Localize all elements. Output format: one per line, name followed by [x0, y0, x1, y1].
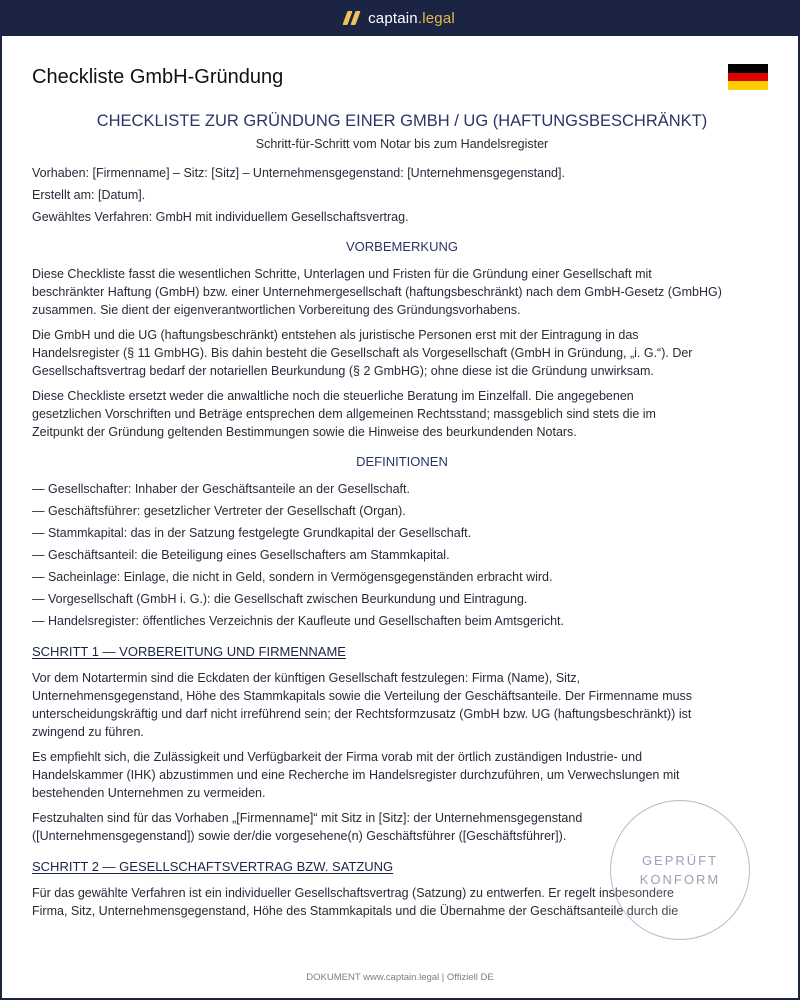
paragraph	[32, 669, 772, 741]
definition-item: — Geschäftsführer: gesetzlicher Vertreter der Gesellschaft (Organ).	[32, 504, 406, 518]
stamp-line: KONFORM	[639, 872, 721, 887]
page-title: Checkliste GmbH-Gründung	[32, 66, 284, 88]
section-heading-definitionen: DEFINITIONEN	[356, 454, 448, 469]
vorbemerkung-section	[32, 265, 772, 441]
text-line: Festzuhalten sind für das Vorhaben „[Firmenname]“ mit Sitz in [Sitz]: der Unternehmensgegenstand	[32, 811, 583, 825]
meta-line: Gewähltes Verfahren: GmbH mit individuellem Gesellschaftsvertrag.	[32, 210, 409, 224]
definition-item: — Handelsregister: öffentliches Verzeichnis der Kaufleute und Gesellschaften beim Amtsgericht.	[32, 614, 564, 628]
definition-item: — Geschäftsanteil: die Beteiligung eines Gesellschafters am Stammkapital.	[32, 548, 450, 562]
step-1-heading: SCHRITT 1 — VORBEREITUNG UND FIRMENNAME	[32, 644, 346, 659]
stamp-line: GEPRÜFT	[641, 853, 719, 868]
definition-item: — Stammkapital: das in der Satzung festgelegte Grundkapital der Gesellschaft.	[32, 526, 472, 540]
text-line: beschränkter Haftung (GmbH) bzw. einer Unternehmergesellschaft (haftungsbeschränkt) nach dem GmbH-Gesetz (GmbHG)	[32, 285, 722, 299]
text-line: Zeitpunkt der Gründung geltenden Bestimmungen sowie die Hinweise des beurkundenden Notars.	[32, 425, 577, 439]
text-line: Vor dem Notartermin sind die Eckdaten der künftigen Gesellschaft festzulegen: Firma (Name), Sitz,	[32, 671, 581, 685]
text-line: Firma, Sitz, Unternehmensgegenstand, Höhe des Stammkapitals und die Übernahme der Geschäftsanteile durch die	[32, 904, 679, 918]
slash-marks-icon	[343, 11, 361, 25]
definition-item: — Sacheinlage: Einlage, die nicht in Geld, sondern in Vermögensgegenständen erbracht wird.	[32, 570, 553, 584]
text-line: gesetzlichen Vorschriften und Beträge entsprechen dem allgemeinen Rechtsstand; massgeblich sind stets die im	[32, 407, 656, 421]
text-line: Für das gewählte Verfahren ist ein individueller Gesellschaftsvertrag (Satzung) zu entwerfen. Er regelt insbesondere	[32, 886, 675, 900]
meta-line: Vorhaben: [Firmenname] – Sitz: [Sitz] – Unternehmensgegenstand: [Unternehmensgegenstand].	[32, 166, 565, 180]
approval-stamp	[610, 800, 750, 940]
paragraph	[32, 326, 772, 380]
flag-stripe-gold	[728, 81, 768, 90]
top-bar	[0, 0, 800, 36]
text-line: ([Unternehmensgegenstand]) sowie der/die vorgesehene(n) Geschäftsführer ([Geschäftsführer]).	[32, 829, 567, 843]
main-heading: CHECKLISTE ZUR GRÜNDUNG EINER GMBH / UG (HAFTUNGSBESCHRÄNKT)	[96, 112, 708, 130]
definition-item: — Vorgesellschaft (GmbH i. G.): die Gesellschaft zwischen Beurkundung und Eintragung.	[32, 592, 528, 606]
paragraph	[32, 387, 772, 441]
meta-line: Erstellt am: [Datum].	[32, 188, 146, 202]
text-line: Gesellschaftsvertrag bedarf der notariellen Beurkundung (§ 2 GmbHG); ohne diese ist die Gründung unwirksam.	[32, 364, 654, 378]
text-line: zusammen. Sie dient der eigenverantwortlichen Vorbereitung des Gründungsvorhabens.	[32, 303, 521, 317]
text-line: Handelskammer (IHK) abzustimmen und eine Recherche im Handelsregister durchzuführen, um Verwechslungen mit	[32, 768, 680, 782]
section-heading-vorbemerkung: VORBEMERKUNG	[346, 239, 458, 254]
text-line: bestehenden Unternehmen zu vermeiden.	[32, 786, 266, 800]
text-line: Handelsregister (§ 11 GmbHG). Bis dahin besteht die Gesellschaft als Vorgesellschaft (GmbH in Gründung, „i. G.“). Der	[32, 346, 693, 360]
german-flag-icon	[728, 64, 768, 90]
text-line: Es empfiehlt sich, die Zulässigkeit und Verfügbarkeit der Firma vorab mit der örtlich zuständigen Industrie- und	[32, 750, 643, 764]
brand-name: captain.legal	[368, 9, 455, 27]
document-page	[2, 36, 798, 998]
text-line: zwingend zu führen.	[32, 725, 144, 739]
flag-stripe-black	[728, 64, 768, 73]
text-line: Unternehmensgegenstand, Höhe des Stammkapitals sowie die Verteilung der Geschäftsanteile. Der Firmenname muss	[32, 689, 693, 703]
subheading: Schritt-für-Schritt vom Notar bis zum Handelsregister	[255, 137, 549, 151]
meta-block	[32, 164, 772, 226]
flag-stripe-red	[728, 73, 768, 82]
step-2-heading: SCHRITT 2 — GESELLSCHAFTSVERTRAG BZW. SATZUNG	[32, 859, 394, 874]
text-line: Diese Checkliste ersetzt weder die anwaltliche noch die steuerliche Beratung im Einzelfall. Die angegebenen	[32, 389, 634, 403]
paragraph	[32, 748, 772, 802]
page-footer: DOKUMENT www.captain.legal | Offiziell DE	[306, 972, 494, 983]
paragraph	[32, 265, 772, 319]
text-line: Die GmbH und die UG (haftungsbeschränkt) entstehen als juristische Personen erst mit der Eintragung in das	[32, 328, 639, 342]
text-line: Diese Checkliste fasst die wesentlichen Schritte, Unterlagen und Fristen für die Gründung einer Gesellschaft mit	[32, 267, 652, 281]
brand-logo[interactable]	[345, 10, 455, 27]
definitions-list	[32, 480, 772, 630]
definition-item: — Gesellschafter: Inhaber der Geschäftsanteile an der Gesellschaft.	[32, 482, 410, 496]
text-line: unterscheidungskräftig und darf nicht irreführend sein; der Rechtsformzusatz (GmbH bzw. UG (haftungsbeschränkt)) ist	[32, 707, 692, 721]
